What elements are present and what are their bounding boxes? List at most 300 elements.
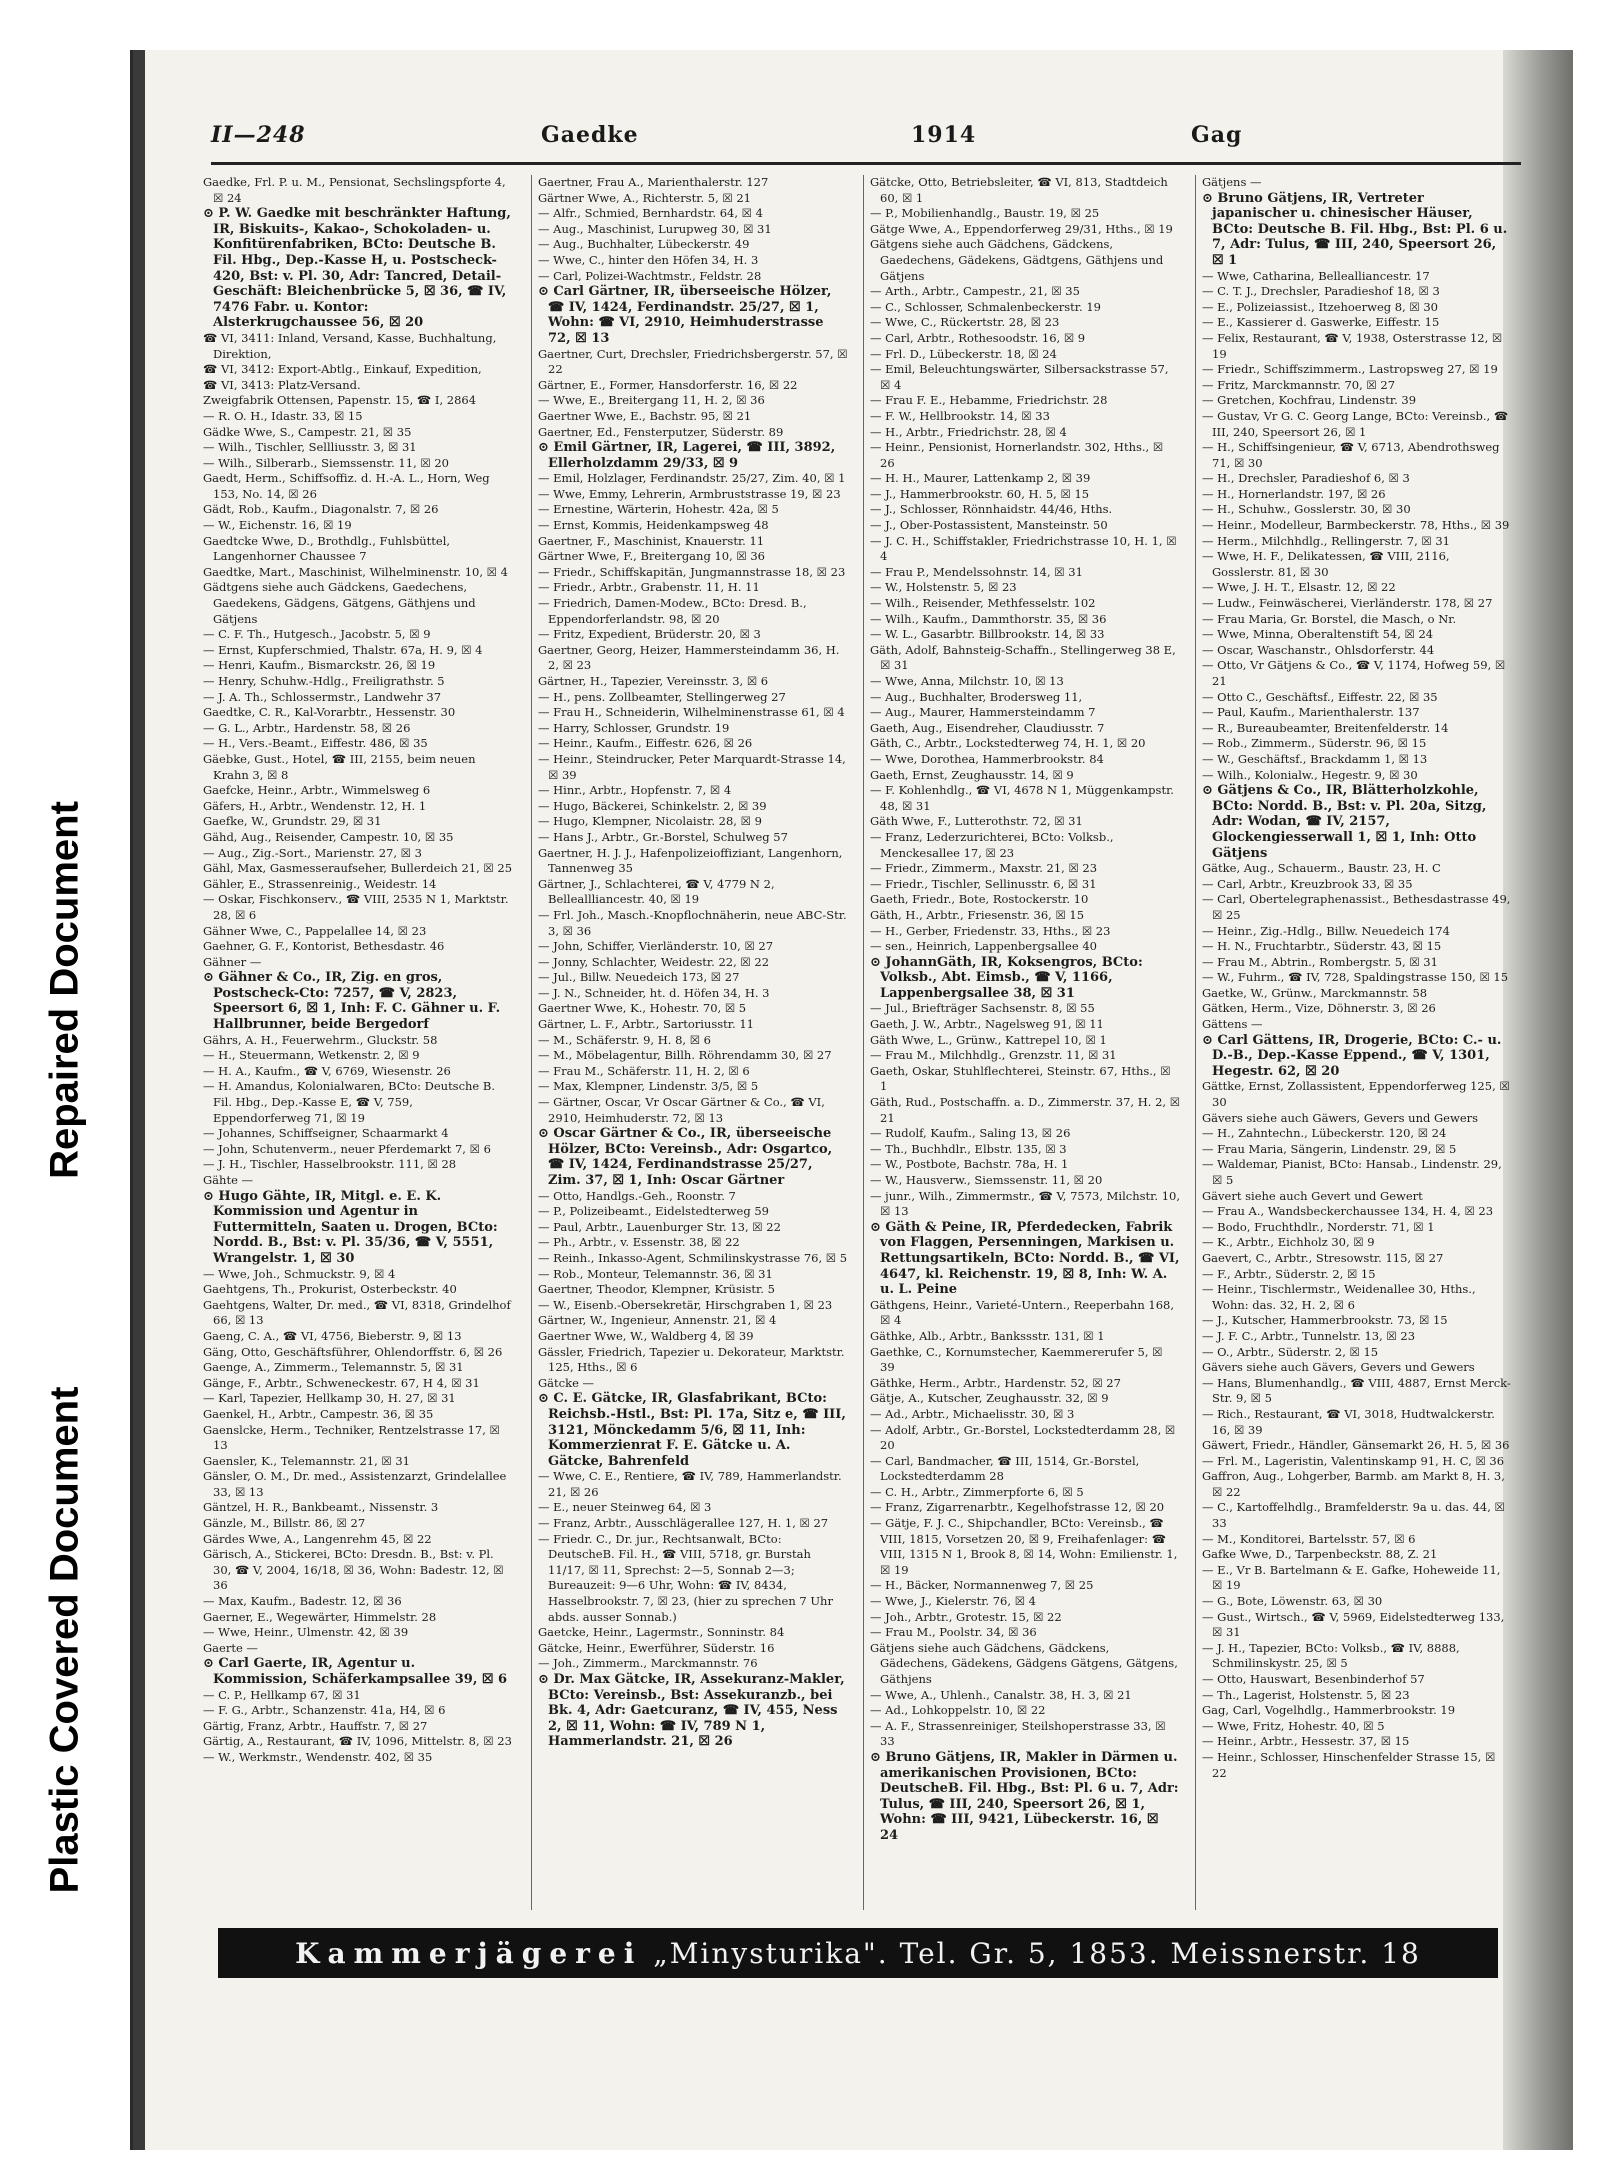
directory-entry: — W., Geschäftsf., Brackdamm 1, ☒ 13: [1202, 751, 1428, 766]
directory-entry: Gaethke, C., Kornumstecher, Kaemmererufer 5, ☒ 39: [870, 1344, 1163, 1375]
directory-entry: ☎ VI, 3413: Platz-Versand.: [203, 377, 361, 392]
directory-entry: — J., Kutscher, Hammerbrookstr. 73, ☒ 15: [1202, 1313, 1448, 1328]
directory-entry: Gätcke, Heinr., Ewerführer, Süderstr. 16: [538, 1640, 775, 1655]
directory-entry: Gaenge, A., Zimmerm., Telemannstr. 5, ☒ 31: [203, 1360, 464, 1375]
directory-entry: — Alfr., Schmied, Bernhardstr. 64, ☒ 4: [538, 206, 763, 221]
directory-entry: — F. Kohlenhdlg., ☎ VI, 4678 N 1, Müggenkampstr. 48, ☒ 31: [870, 783, 1174, 813]
directory-entry: — Johannes, Schiffseigner, Schaarmarkt 4: [203, 1126, 449, 1141]
plastic-covered-document-label: Plastic Covered Document: [42, 1386, 87, 1894]
directory-entry: — Frau M., Milchhdlg., Grenzstr. 11, ☒ 31: [870, 1048, 1117, 1063]
banner-title: Kammerjägerei: [295, 1936, 643, 1970]
directory-entry: — M., Schäferstr. 9, H. 8, ☒ 6: [538, 1032, 711, 1047]
directory-entry: Gaedtke, Mart., Maschinist, Wilhelminenstr. 10, ☒ 4: [203, 564, 508, 579]
directory-entry: — Frau Maria, Sängerin, Lindenstr. 29, ☒ 5: [1202, 1141, 1457, 1156]
directory-entry: — Wwe, C., hinter den Höfen 34, H. 3: [538, 252, 759, 267]
directory-entry: Gäth Wwe, L., Grünw., Kattrepel 10, ☒ 1: [870, 1032, 1107, 1047]
directory-entry: Gätcke, Otto, Betriebsleiter, ☎ VI, 813, Stadtdeich 60, ☒ 1: [870, 175, 1168, 205]
directory-entry: ⊙ Dr. Max Gätcke, IR, Assekuranz-Makler, BCto: Vereinsb., Bst: Assekuranzb., bei Bk. 4, Adr: Gaetcuranz, ☎ IV, 455, Ness 2, ☒ 11, Wohn: ☎ IV, 789 N 1, Hammerlandstr. 21, ☒ 26: [538, 1672, 845, 1750]
directory-entry: — Hinr., Arbtr., Hopfenstr. 7, ☒ 4: [538, 783, 732, 798]
page-number: II—248: [211, 122, 306, 148]
directory-entry: Gänzle, M., Billstr. 86, ☒ 27: [203, 1516, 366, 1531]
directory-entry: — Wilh., Tischler, Sellliusstr. 3, ☒ 31: [203, 440, 417, 455]
directory-entry: — Franz, Lederzurichterei, BCto: Volksb., Menckesallee 17, ☒ 23: [870, 829, 1114, 860]
directory-entry: Gaeth, Friedr., Bote, Rostockerstr. 10: [870, 892, 1089, 907]
directory-entry: Gäth, Rud., Postschaffn. a. D., Zimmerstr. 37, H. 2, ☒ 21: [870, 1095, 1180, 1125]
directory-columns: [203, 175, 1513, 1910]
directory-entry: Gaedtke, C. R., Kal-Vorarbtr., Hessenstr. 30: [203, 705, 456, 720]
directory-entry: — E., Vr B. Bartelmann & E. Gafke, Hoheweide 11, ☒ 19: [1202, 1562, 1501, 1593]
directory-entry: — Harry, Schlosser, Grundstr. 19: [538, 720, 730, 735]
header-rule: [211, 162, 1521, 165]
directory-entry: Gafke Wwe, D., Tarpenbeckstr. 88, Z. 21: [1202, 1547, 1438, 1562]
directory-entry: — Hans, Blumenhandlg., ☎ VIII, 4887, Ernst Merck-Str. 9, ☒ 5: [1202, 1375, 1511, 1406]
directory-entry: — Gustav, Vr G. C. Georg Lange, BCto: Vereinsb., ☎ III, 240, Speersort 26, ☒ 1: [1202, 408, 1509, 439]
directory-entry: Gähte —: [203, 1173, 254, 1187]
directory-entry: ☎ VI, 3412: Export-Abtlg., Einkauf, Expedition,: [203, 362, 482, 377]
directory-entry: — H., Schiffsingenieur, ☎ V, 6713, Abendrothsweg 71, ☒ 30: [1202, 440, 1500, 470]
directory-entry: — Wwe, J., Kielerstr. 76, ☒ 4: [870, 1594, 1036, 1609]
directory-entry: — E., neuer Steinweg 64, ☒ 3: [538, 1500, 712, 1515]
directory-entry: Gaertner Wwe, K., Hohestr. 70, ☒ 5: [538, 1001, 747, 1016]
directory-entry: — Frau Maria, Gr. Borstel, die Masch, o Nr.: [1202, 611, 1457, 626]
directory-entry: — Ernestine, Wärterin, Hohestr. 42a, ☒ 5: [538, 502, 779, 517]
directory-entry: — Franz, Zigarrenarbtr., Kegelhofstrasse 12, ☒ 20: [870, 1500, 1165, 1515]
directory-entry: — junr., Wilh., Zimmermstr., ☎ V, 7573, Milchstr. 10, ☒ 13: [870, 1188, 1180, 1219]
repaired-document-label: Repaired Document: [42, 801, 87, 1179]
directory-entry: — Frau H., Schneiderin, Wilhelminenstrasse 61, ☒ 4: [538, 705, 845, 720]
directory-entry: — Wwe, Fritz, Hohestr. 40, ☒ 5: [1202, 1718, 1385, 1733]
directory-entry: — Wwe, A., Uhlenh., Canalstr. 38, H. 3, ☒ 21: [870, 1687, 1132, 1702]
directory-entry: — Karl, Tapezier, Hellkamp 30, H. 27, ☒ 31: [203, 1391, 456, 1406]
directory-entry: — Heinr., Arbtr., Hessestr. 37, ☒ 15: [1202, 1734, 1410, 1749]
directory-entry: Gähner Wwe, C., Pappelallee 14, ☒ 23: [203, 923, 427, 938]
directory-entry: Gaertner Wwe, W., Waldberg 4, ☒ 39: [538, 1328, 754, 1343]
directory-entry: — J. F. C., Arbtr., Tunnelstr. 13, ☒ 23: [1202, 1328, 1416, 1343]
directory-entry: ⊙ Oscar Gärtner & Co., IR, überseeische Hölzer, BCto: Vereinsb., Adr: Osgartco, ☎ IV, 1424, Ferdinandstrasse 25/27, Zim. 37, ☒ 1, Inh: Oscar Gärtner: [538, 1126, 833, 1188]
directory-entry: — Wwe, Minna, Oberaltenstift 54, ☒ 24: [1202, 627, 1434, 642]
directory-entry: — Carl, Arbtr., Kreuzbrook 33, ☒ 35: [1202, 876, 1413, 891]
directory-entry: Gaerte —: [203, 1640, 258, 1655]
directory-entry: — Frl. Joh., Masch.-Knopflochnäherin, neue ABC-Str. 3, ☒ 36: [538, 907, 847, 938]
directory-entry: — E., Kassierer d. Gaswerke, Eiffestr. 15: [1202, 315, 1440, 330]
directory-entry: — Max, Kaufm., Badestr. 12, ☒ 36: [203, 1594, 402, 1609]
directory-entry: Gäebke, Gust., Hotel, ☎ III, 2155, beim neuen Krahn 3, ☒ 8: [203, 751, 476, 782]
directory-entry: — Joh., Zimmerm., Marckmannstr. 76: [538, 1656, 758, 1671]
directory-entry: — Jonny, Schlachter, Weidestr. 22, ☒ 22: [538, 954, 770, 969]
directory-entry: Gädt, Rob., Kaufm., Diagonalstr. 7, ☒ 26: [203, 502, 439, 517]
directory-entry: — Frau M., Poolstr. 34, ☒ 36: [870, 1625, 1037, 1640]
directory-entry: Gaeth, Oskar, Stuhlflechterei, Steinstr. 67, Hths., ☒ 1: [870, 1063, 1171, 1094]
directory-entry: Gaefke, W., Grundstr. 29, ☒ 31: [203, 814, 382, 829]
directory-entry: Gähl, Max, Gasmesseraufseher, Bullerdeich 21, ☒ 25: [203, 861, 513, 876]
directory-entry: — H., Arbtr., Friedrichstr. 28, ☒ 4: [870, 424, 1067, 439]
directory-entry: — Gretchen, Kochfrau, Lindenstr. 39: [1202, 393, 1417, 408]
directory-entry: Gätcke —: [538, 1375, 595, 1390]
directory-entry: Gährs, A. H., Feuerwehrm., Gluckstr. 58: [203, 1032, 438, 1047]
directory-entry: — Frl. M., Lageristin, Valentinskamp 91, H. C, ☒ 36: [1202, 1453, 1505, 1468]
directory-entry: — W., Eisenb.-Obersekretär, Hirschgraben 1, ☒ 23: [538, 1297, 833, 1312]
directory-entry: Gätje, A., Kutscher, Zeughausstr. 32, ☒ 9: [870, 1391, 1109, 1406]
directory-entry: — C., Kartoffelhdlg., Bramfelderstr. 9a u. das. 44, ☒ 33: [1202, 1500, 1505, 1531]
directory-entry: Gäthke, Alb., Arbtr., Bankssstr. 131, ☒ 1: [870, 1328, 1105, 1343]
directory-entry: Gätjens —: [1202, 175, 1262, 189]
directory-entry: — G. L., Arbtr., Hardenstr. 58, ☒ 26: [203, 720, 411, 735]
directory-entry: ⊙ Bruno Gätjens, IR, Vertreter japanischer u. chinesischer Häuser, BCto: Deutsche B. Fil. Hbg., Bst: Pl. 6 u. 7, Adr: Tulus, ☎ III, 240, Speersort 26, ☒ 1: [1202, 190, 1508, 268]
directory-entry: — P., Polizeibeamt., Eidelstedterweg 59: [538, 1204, 769, 1219]
directory-entry: — Wilh., Kolonialw., Hegestr. 9, ☒ 30: [1202, 767, 1418, 782]
directory-entry: — Otto, Hauswart, Besenbinderhof 57: [1202, 1672, 1425, 1686]
directory-entry: Gähner —: [203, 954, 262, 969]
directory-entry: — Heinr., Zig.-Hdlg., Billw. Neuedeich 174: [1202, 923, 1450, 938]
directory-entry: — Rich., Restaurant, ☎ VI, 3018, Hudtwalckerstr. 16, ☒ 39: [1202, 1406, 1495, 1437]
directory-entry: — Emil, Beleuchtungswärter, Silbersackstrasse 57, ☒ 4: [870, 362, 1169, 392]
directory-entry: — H., Vers.-Beamt., Eiffestr. 486, ☒ 35: [203, 736, 428, 751]
directory-entry: — Wwe, Catharina, Bellealliancestr. 17: [1202, 268, 1430, 283]
directory-entry: — J., Hammerbrookstr. 60, H. 5, ☒ 15: [870, 486, 1090, 501]
directory-entry: Gaedtcke Wwe, D., Brothdlg., Fuhlsbüttel, Langenhorner Chaussee 7: [203, 533, 451, 564]
directory-entry: — Wwe, C. E., Rentiere, ☎ IV, 789, Hammerlandstr. 21, ☒ 26: [538, 1469, 842, 1499]
directory-entry: — Carl, Arbtr., Rothesoodstr. 16, ☒ 9: [870, 330, 1086, 345]
directory-entry: Gäthgens, Heinr., Varieté-Untern., Reeperbahn 168, ☒ 4: [870, 1297, 1174, 1328]
directory-entry: Gaedke, Frl. P. u. M., Pensionat, Sechslingspforte 4, ☒ 24: [203, 175, 506, 205]
directory-entry: — W., Hausverw., Siemssenstr. 11, ☒ 20: [870, 1173, 1103, 1187]
directory-entry: Gäng, Otto, Geschäftsführer, Ohlendorffstr. 6, ☒ 26: [203, 1344, 503, 1359]
directory-entry: — Reinh., Inkasso-Agent, Schmilinskystrasse 76, ☒ 5: [538, 1250, 848, 1265]
directory-entry: — Wwe, Heinr., Ulmenstr. 42, ☒ 39: [203, 1625, 409, 1640]
directory-entry: — Aug., Buchhalter, Brodersweg 11,: [870, 689, 1083, 704]
directory-entry: — J. H., Tapezier, BCto: Volksb., ☎ IV, 8888, Schmilinskystr. 25, ☒ 5: [1202, 1640, 1460, 1671]
directory-entry: Gaevert, C., Arbtr., Stresowstr. 115, ☒ 27: [1202, 1250, 1444, 1265]
directory-entry: Gäth, Adolf, Bahnsteig-Schaffn., Stellingerweg 38 E, ☒ 31: [870, 642, 1176, 673]
directory-entry: Gänsler, O. M., Dr. med., Assistenzarzt, Grindelallee 33, ☒ 13: [203, 1469, 507, 1499]
directory-entry: Gärtner Wwe, A., Richterstr. 5, ☒ 21: [538, 190, 751, 205]
directory-entry: Gätge Wwe, A., Eppendorferweg 29/31, Hths., ☒ 19: [870, 221, 1173, 236]
directory-entry: ⊙ Hugo Gähte, IR, Mitgl. e. E. K. Kommission und Agentur in Futtermitteln, Saaten u. Drogen, BCto: Nordd. B., Bst: v. Pl. 35/36, ☎ V, 5551, Wrangelstr. 1, ☒ 30: [203, 1188, 498, 1266]
directory-entry: Zweigfabrik Ottensen, Papenstr. 15, ☎ I, 2864: [203, 393, 477, 408]
directory-entry: — Wilh., Silberarb., Siemssenstr. 11, ☒ 20: [203, 455, 449, 470]
directory-entry: — Jul., Briefträger Sachsenstr. 8, ☒ 55: [870, 1001, 1095, 1016]
directory-entry: — H. A., Kaufm., ☎ V, 6769, Wiesenstr. 26: [203, 1063, 451, 1078]
directory-entry: — Aug., Buchhalter, Lübeckerstr. 49: [538, 237, 750, 252]
directory-entry: — Frau P., Mendelssohnstr. 14, ☒ 31: [870, 564, 1083, 579]
page-header: [211, 122, 1511, 166]
directory-entry: — Friedrich, Damen-Modew., BCto: Dresd. B., Eppendorferlandstr. 98, ☒ 20: [538, 596, 807, 626]
directory-entry: Gätjens siehe auch Gädchens, Gädckens, Gädechens, Gädekens, Gädgens Gätgens, Gätgens, Gäthjens: [870, 1640, 1178, 1686]
directory-entry: — Wwe, C., Rückertstr. 28, ☒ 23: [870, 315, 1060, 330]
directory-entry: Gättke, Ernst, Zollassistent, Eppendorferweg 125, ☒ 30: [1202, 1079, 1510, 1110]
directory-entry: — J., Ober-Postassistent, Mansteinstr. 50: [870, 518, 1108, 533]
directory-entry: Gässler, Friedrich, Tapezier u. Dekorateur, Marktstr. 125, Hths., ☒ 6: [538, 1344, 845, 1375]
directory-entry: — W., Holstenstr. 5, ☒ 23: [870, 580, 1017, 595]
directory-entry: Gaertner, Theodor, Klempner, Krüsistr. 5: [538, 1282, 775, 1297]
directory-entry: Gädke Wwe, S., Campestr. 21, ☒ 35: [203, 424, 412, 439]
directory-entry: — J. N., Schneider, ht. d. Höfen 34, H. 3: [538, 985, 770, 1000]
directory-entry: Gättens —: [1202, 1017, 1263, 1032]
directory-entry: — Bodo, Fruchthdlr., Norderstr. 71, ☒ 1: [1202, 1219, 1435, 1234]
directory-entry: Gärtig, Franz, Arbtr., Hauffstr. 7, ☒ 27: [203, 1718, 428, 1733]
directory-entry: — Aug., Zig.-Sort., Marienstr. 27, ☒ 3: [203, 845, 422, 860]
directory-entry: Gärdes Wwe, A., Langenrehm 45, ☒ 22: [203, 1531, 432, 1546]
column-4: [1195, 175, 1512, 1910]
directory-entry: — Paul, Kaufm., Marienthalerstr. 137: [1202, 705, 1420, 720]
column-1: [203, 175, 513, 1910]
directory-entry: Gaertner, Ed., Fensterputzer, Süderstr. 89: [538, 424, 784, 439]
side-label-strip: [0, 0, 130, 2177]
directory-entry: — Ernst, Kommis, Heidenkampsweg 48: [538, 518, 769, 533]
directory-entry: — Ph., Arbtr., v. Essenstr. 38, ☒ 22: [538, 1235, 740, 1250]
directory-entry: — Otto, Handlgs.-Geh., Roonstr. 7: [538, 1188, 736, 1203]
directory-entry: Gärtner, W., Ingenieur, Annenstr. 21, ☒ 4: [538, 1313, 777, 1328]
directory-entry: Gänge, F., Arbtr., Schweneckestr. 67, H 4, ☒ 31: [203, 1375, 480, 1390]
directory-entry: — Ad., Arbtr., Michaelisstr. 30, ☒ 3: [870, 1406, 1075, 1421]
directory-entry: — Otto, Vr Gätjens & Co., ☎ V, 1174, Hofweg 59, ☒ 21: [1202, 658, 1506, 688]
directory-entry: — Wwe, J. H. T., Elsastr. 12, ☒ 22: [1202, 580, 1396, 595]
directory-entry: — Rob., Zimmerm., Süderstr. 96, ☒ 15: [1202, 736, 1427, 751]
directory-page: [130, 50, 1573, 2150]
directory-entry: — H., Hornerlandstr. 197, ☒ 26: [1202, 486, 1386, 501]
directory-entry: — Wwe, Dorothea, Hammerbrookstr. 84: [870, 751, 1104, 766]
directory-entry: — C. F. Th., Hutgesch., Jacobstr. 5, ☒ 9: [203, 627, 431, 642]
directory-entry: — J., Schlosser, Rönnhaidstr. 44/46, Hths.: [870, 502, 1113, 517]
directory-entry: — H., Zahntechn., Lübeckerstr. 120, ☒ 24: [1202, 1126, 1447, 1141]
header-first-name: Gaedke: [541, 122, 639, 148]
directory-entry: ⊙ Carl Gaerte, IR, Agentur u. Kommission, Schäferkampsallee 39, ☒ 6: [203, 1656, 508, 1687]
directory-entry: Gätken, Herm., Vize, Döhnerstr. 3, ☒ 26: [1202, 1001, 1436, 1016]
directory-entry: — Jul., Billw. Neuedeich 173, ☒ 27: [538, 970, 740, 985]
directory-entry: — Wwe, E., Breitergang 11, H. 2, ☒ 36: [538, 393, 765, 408]
directory-entry: — Wwe, Emmy, Lehrerin, Armbruststrasse 19, ☒ 23: [538, 486, 841, 501]
directory-entry: — John, Schiffer, Vierländerstr. 10, ☒ 27: [538, 939, 774, 954]
directory-entry: ⊙ Gätjens & Co., IR, Blätterholzkohle, BCto: Nordd. B., Bst: v. Pl. 20a, Sitzg, Adr: Wodan, ☎ IV, 2157, Glockengiesserwall 1, ☒ 1, Inh: Otto Gätjens: [1202, 783, 1487, 861]
directory-entry: ⊙ P. W. Gaedke mit beschränkter Haftung, IR, Biskuits-, Kakao-, Schokoladen- u. Konfitürenfabriken, BCto: Deutsche B. Fil. Hbg., Dep.-Kasse H, u. Postscheck-420, Bst: v. Pl. 30, Adr: Tancred, Detail-Geschäft: Bleichenbrücke 5, ☒ 36, ☎ IV, 7476 Fabr. u. Kontor: Alsterkrugchaussee 56, ☒ 20: [203, 206, 511, 331]
header-last-name: Gag: [1191, 122, 1243, 148]
directory-entry: — Rudolf, Kaufm., Saling 13, ☒ 26: [870, 1126, 1071, 1141]
directory-entry: Gäth, C., Arbtr., Lockstedterweg 74, H. 1, ☒ 20: [870, 736, 1146, 751]
directory-entry: — Gärtner, Oscar, Vr Oscar Gärtner & Co., ☎ VI, 2910, Heimhuderstr. 72, ☒ 13: [538, 1095, 825, 1125]
directory-entry: — Fritz, Expedient, Brüderstr. 20, ☒ 3: [538, 627, 761, 642]
directory-entry: — R., Bureaubeamter, Breitenfelderstr. 14: [1202, 720, 1449, 735]
directory-entry: — Max, Klempner, Lindenstr. 3/5, ☒ 5: [538, 1079, 759, 1094]
directory-entry: — H., Schuhw., Gosslerstr. 30, ☒ 30: [1202, 502, 1411, 517]
directory-entry: — Friedr. C., Dr. jur., Rechtsanwalt, BCto: DeutscheB. Fil. H., ☎ VIII, 5718, gr. Burstah 11/17, ☒ 11, Sprechst: 2—5, Sonnab 2—3; Bureauzeit: 9—6 Uhr, Wohn: ☎ IV, 8434, Hasselbrookstr. 7, ☒ 23, (hier zu sprechen 7 Uhr abds. ausser Sonnab.): [538, 1531, 833, 1624]
directory-entry: Gaertner, F., Maschinist, Knauerstr. 11: [538, 533, 765, 548]
directory-entry: Gäth Wwe, F., Lutterothstr. 72, ☒ 31: [870, 814, 1083, 829]
directory-entry: — Oskar, Fischkonserv., ☎ VIII, 2535 N 1, Marktstr. 28, ☒ 6: [203, 892, 509, 922]
directory-entry: Gaeng, C. A., ☎ VI, 4756, Bieberstr. 9, ☒ 13: [203, 1328, 462, 1343]
directory-entry: ⊙ Emil Gärtner, IR, Lagerei, ☎ III, 3892, Ellerholzdamm 29/33, ☒ 9: [538, 440, 836, 471]
directory-entry: — Heinr., Modelleur, Barmbeckerstr. 78, Hths., ☒ 39: [1202, 518, 1510, 533]
directory-entry: — H., Drechsler, Paradieshof 6, ☒ 3: [1202, 471, 1410, 486]
directory-entry: Gaeth, Aug., Eisendreher, Claudiusstr. 7: [870, 720, 1105, 735]
directory-entry: — Rob., Monteur, Telemannstr. 36, ☒ 31: [538, 1266, 773, 1281]
directory-entry: Gärtner, L. F., Arbtr., Sartoriusstr. 11: [538, 1017, 754, 1032]
directory-entry: — Friedr., Schiffskapitän, Jungmannstrasse 18, ☒ 23: [538, 564, 846, 579]
directory-entry: ⊙ Carl Gättens, IR, Drogerie, BCto: C.- u. D.-B., Dep.-Kasse Eppend., ☎ V, 1301, Hegestr. 62, ☒ 20: [1202, 1032, 1502, 1079]
directory-entry: Gaertner, Frau A., Marienthalerstr. 127: [538, 175, 769, 189]
directory-entry: — J. C. H., Schiffstakler, Friedrichstrasse 10, H. 1, ☒ 4: [870, 533, 1177, 564]
directory-entry: — Aug., Maschinist, Lurupweg 30, ☒ 31: [538, 221, 772, 236]
directory-entry: — Hugo, Klempner, Nicolaistr. 28, ☒ 9: [538, 814, 762, 829]
directory-entry: — Aug., Maurer, Hammersteindamm 7: [870, 705, 1096, 720]
directory-entry: — H. Amandus, Kolonialwaren, BCto: Deutsche B. Fil. Hbg., Dep.-Kasse E, ☎ V, 759, Eppendorferweg 71, ☒ 19: [203, 1079, 496, 1125]
directory-entry: Gädtgens siehe auch Gädckens, Gaedechens, Gaedekens, Gädgens, Gätgens, Gäthjens und Gätjens: [203, 580, 476, 626]
directory-entry: — Otto C., Geschäftsf., Eiffestr. 22, ☒ 35: [1202, 689, 1438, 704]
directory-entry: ⊙ JohannGäth, IR, Koksengros, BCto: Volksb., Abt. Eimsb., ☎ V, 1166, Lappenbergsallee 38, ☒ 31: [870, 954, 1143, 1001]
directory-entry: — Frau M., Schäferstr. 11, H. 2, ☒ 6: [538, 1063, 750, 1078]
directory-entry: Gävert siehe auch Gevert und Gewert: [1202, 1188, 1423, 1203]
directory-entry: Gärtner, J., Schlachterei, ☎ V, 4779 N 2, Belleallliancestr. 40, ☒ 19: [538, 876, 775, 907]
directory-entry: Gärtner, E., Former, Hansdorferstr. 16, ☒ 22: [538, 377, 798, 392]
directory-entry: — Wilh., Reisender, Methfesselstr. 102: [870, 596, 1096, 611]
directory-entry: — C. P., Hellkamp 67, ☒ 31: [203, 1687, 361, 1702]
directory-entry: — Frau F. E., Hebamme, Friedrichstr. 28: [870, 393, 1108, 408]
directory-entry: — F., Arbtr., Süderstr. 2, ☒ 15: [1202, 1266, 1376, 1281]
directory-entry: Gaedt, Herm., Schiffsoffiz. d. H.-A. L., Horn, Weg 153, No. 14, ☒ 26: [203, 471, 490, 501]
directory-entry: — Fritz, Marckmannstr. 70, ☒ 27: [1202, 377, 1396, 392]
directory-entry: — E., Polizeiassist., Itzehoerweg 8, ☒ 30: [1202, 299, 1438, 314]
directory-entry: — Friedr., Tischler, Sellinusstr. 6, ☒ 31: [870, 876, 1097, 891]
directory-entry: Gäth, H., Arbtr., Friesenstr. 36, ☒ 15: [870, 907, 1085, 922]
directory-entry: Gärisch, A., Stickerei, BCto: Dresdn. B., Bst: v. Pl. 30, ☎ V, 2004, 16/18, ☒ 36, Wohn: Badestr. 12, ☒ 36: [203, 1547, 504, 1593]
banner-details: „Minysturika". Tel. Gr. 5, 1853. Meissnerstr. 18: [653, 1936, 1421, 1970]
directory-entry: Gäntzel, H. R., Bankbeamt., Nissenstr. 3: [203, 1500, 439, 1515]
directory-entry: — Th., Lagerist, Holstenstr. 5, ☒ 23: [1202, 1687, 1410, 1702]
directory-entry: — W., Fuhrm., ☎ IV, 728, Spaldingstrasse 150, ☒ 15: [1202, 970, 1509, 985]
directory-entry: — H. N., Fruchtarbtr., Süderstr. 43, ☒ 15: [1202, 939, 1442, 954]
directory-entry: Gaertner, Curt, Drechsler, Friedrichsbergerstr. 57, ☒ 22: [538, 346, 848, 377]
directory-entry: — Wilh., Kaufm., Dammthorstr. 35, ☒ 36: [870, 611, 1107, 626]
directory-entry: — C. H., Arbtr., Zimmerpforte 6, ☒ 5: [870, 1484, 1084, 1499]
directory-entry: — John, Schutenverm., neuer Pferdemarkt 7, ☒ 6: [203, 1141, 491, 1156]
column-2: [531, 175, 848, 1910]
directory-entry: Gävers siehe auch Gäwers, Gevers und Gewers: [1202, 1110, 1479, 1125]
directory-entry: Gaefcke, Heinr., Arbtr., Wimmelsweg 6: [203, 783, 431, 798]
directory-entry: — Ernst, Kupferschmied, Thalstr. 67a, H. 9, ☒ 4: [203, 642, 483, 657]
directory-entry: ⊙ C. E. Gätcke, IR, Glasfabrikant, BCto: Reichsb.-Hstl., Bst: Pl. 17a, Sitz e, ☎ III, 3121, Mönckedamm 5/6, ☒ 11, Inh: Kommerzienrat F. E. Gätcke u. A. Gätcke, Bahrenfeld: [538, 1391, 846, 1469]
directory-entry: — Hugo, Bäckerei, Schinkelstr. 2, ☒ 39: [538, 798, 767, 813]
directory-entry: — C., Schlosser, Schmalenbeckerstr. 19: [870, 299, 1101, 314]
directory-entry: Gaetke, W., Grünw., Marckmannstr. 58: [1202, 985, 1428, 1000]
directory-entry: — Frau A., Wandsbeckerchaussee 134, H. 4, ☒ 23: [1202, 1204, 1494, 1219]
directory-entry: Gaehner, G. F., Kontorist, Bethesdastr. 46: [203, 939, 445, 954]
directory-entry: Gag, Carl, Vogelhdlg., Hammerbrookstr. 19: [1202, 1703, 1456, 1718]
directory-entry: Gaetcke, Heinr., Lagermstr., Sonninstr. 84: [538, 1625, 785, 1640]
directory-entry: — H., Bäcker, Normannenweg 7, ☒ 25: [870, 1578, 1094, 1593]
directory-entry: — Ad., Lohkoppelstr. 10, ☒ 22: [870, 1703, 1046, 1718]
directory-entry: Gäfers, H., Arbtr., Wendenstr. 12, H. 1: [203, 798, 427, 813]
directory-entry: Gaerner, E., Wegewärter, Himmelstr. 28: [203, 1609, 437, 1624]
directory-entry: Gätgens siehe auch Gädchens, Gädckens, Gaedechens, Gädekens, Gädtgens, Gäthjens und Gätjens: [870, 237, 1164, 283]
directory-entry: — Carl, Polizei-Wachtmstr., Feldstr. 28: [538, 268, 762, 283]
directory-entry: — Th., Buchhdlr., Elbstr. 135, ☒ 3: [870, 1141, 1067, 1156]
directory-entry: — Emil, Holzlager, Ferdinandstr. 25/27, Zim. 40, ☒ 1: [538, 471, 846, 486]
directory-entry: — Friedr., Arbtr., Grabenstr. 11, H. 11: [538, 580, 760, 595]
directory-entry: — Frl. D., Lübeckerstr. 18, ☒ 24: [870, 346, 1057, 361]
directory-entry: — W. L., Gasarbtr. Billbrookstr. 14, ☒ 33: [870, 627, 1105, 642]
directory-entry: — H., Gerber, Friedenstr. 33, Hths., ☒ 23: [870, 923, 1111, 938]
directory-entry: — Wwe, H. F., Delikatessen, ☎ VIII, 2116, Gosslerstr. 81, ☒ 30: [1202, 549, 1450, 579]
directory-entry: — O., Arbtr., Süderstr. 2, ☒ 15: [1202, 1344, 1379, 1359]
directory-entry: — Felix, Restaurant, ☎ V, 1938, Osterstrasse 12, ☒ 19: [1202, 330, 1503, 361]
directory-entry: — W., Werkmstr., Wendenstr. 402, ☒ 35: [203, 1749, 433, 1764]
directory-entry: — H. H., Maurer, Lattenkamp 2, ☒ 39: [870, 471, 1091, 486]
directory-entry: — J. A. Th., Schlossermstr., Landwehr 37: [203, 689, 442, 704]
directory-entry: — F. W., Hellbrookstr. 14, ☒ 33: [870, 408, 1050, 423]
directory-entry: — Friedr., Schiffszimmerm., Lastropsweg 27, ☒ 19: [1202, 362, 1498, 377]
banner-text: [295, 1937, 1421, 1970]
directory-entry: Gävers siehe auch Gävers, Gevers und Gewers: [1202, 1360, 1475, 1375]
directory-entry: Gätke, Aug., Schauerm., Baustr. 23, H. C: [1202, 861, 1441, 876]
header-year: 1914: [911, 122, 977, 148]
directory-entry: — W., Postbote, Bachstr. 78a, H. 1: [870, 1157, 1069, 1172]
directory-entry: — Joh., Arbtr., Grotestr. 15, ☒ 22: [870, 1609, 1062, 1624]
directory-entry: Gärtner, H., Tapezier, Vereinsstr. 3, ☒ 6: [538, 674, 769, 688]
directory-entry: — J. H., Tischler, Hasselbrookstr. 111, ☒ 28: [203, 1157, 457, 1172]
directory-entry: — Carl, Obertelegraphenassist., Bethesdastrasse 49, ☒ 25: [1202, 892, 1511, 922]
directory-entry: — W., Eichenstr. 16, ☒ 19: [203, 518, 352, 533]
directory-entry: — Gust., Wirtsch., ☎ V, 5969, Eidelstedterweg 133, ☒ 31: [1202, 1609, 1505, 1640]
directory-entry: — R. O. H., Idastr. 33, ☒ 15: [203, 408, 363, 423]
directory-entry: — C. T. J., Drechsler, Paradieshof 18, ☒ 3: [1202, 284, 1440, 299]
directory-entry: Gäthke, Herm., Arbtr., Hardenstr. 52, ☒ 27: [870, 1375, 1121, 1390]
directory-entry: Gärtig, A., Restaurant, ☎ IV, 1096, Mittelstr. 8, ☒ 23: [203, 1734, 512, 1749]
directory-entry: — A. F., Strassenreiniger, Steilshoperstrasse 33, ☒ 33: [870, 1718, 1166, 1749]
directory-entry: Gaertner, H. J. J., Hafenpolizeioffiziant, Langenhorn, Tannenweg 35: [538, 845, 843, 876]
advertisement-banner: [218, 1928, 1498, 1978]
directory-entry: — H., Steuermann, Wetkenstr. 2, ☒ 9: [203, 1048, 420, 1063]
directory-entry: Gaensler, K., Telemannstr. 21, ☒ 31: [203, 1453, 410, 1468]
directory-entry: Gäwert, Friedr., Händler, Gänsemarkt 26, H. 5, ☒ 36: [1202, 1438, 1510, 1453]
directory-entry: — sen., Heinrich, Lappenbergsallee 40: [870, 939, 1097, 954]
directory-entry: — Frau M., Abtrin., Rombergstr. 5, ☒ 31: [1202, 954, 1438, 969]
directory-entry: — Henri, Kaufm., Bismarckstr. 26, ☒ 19: [203, 658, 436, 673]
directory-entry: ⊙ Bruno Gätjens, IR, Makler in Därmen u. amerikanischen Provisionen, BCto: DeutscheB. Fil. Hbg., Bst: Pl. 6 u. 7, Adr: Tulus, ☎ III, 240, Speersort 26, ☒ 1, Wohn: ☎ III, 9421, Lübeckerstr. 16, ☒ 24: [870, 1749, 1179, 1843]
column-3: [863, 175, 1180, 1910]
directory-entry: — H., pens. Zollbeamter, Stellingerweg 27: [538, 689, 786, 704]
directory-entry: Gaenkel, H., Arbtr., Campestr. 36, ☒ 35: [203, 1406, 434, 1421]
directory-entry: — Waldemar, Pianist, BCto: Hansab., Lindenstr. 29, ☒ 5: [1202, 1157, 1502, 1187]
directory-entry: — Heinr., Schlosser, Hinschenfelder Strasse 15, ☒ 22: [1202, 1749, 1496, 1780]
directory-entry: — Arth., Arbtr., Campestr., 21, ☒ 35: [870, 284, 1080, 299]
directory-entry: — Adolf, Arbtr., Gr.-Borstel, Lockstedterdamm 28, ☒ 20: [870, 1422, 1176, 1453]
directory-entry: ⊙ Carl Gärtner, IR, überseeische Hölzer, ☎ IV, 1424, Ferdinandstr. 25/27, ☒ 1, Wohn: ☎ VI, 2910, Heimhuderstrasse 72, ☒ 13: [538, 284, 832, 346]
directory-entry: Gärtner Wwe, F., Breitergang 10, ☒ 36: [538, 549, 766, 564]
directory-entry: — P., Mobilienhandlg., Baustr. 19, ☒ 25: [870, 206, 1100, 221]
directory-entry: — Oscar, Waschanstr., Ohlsdorferstr. 44: [1202, 642, 1435, 657]
directory-entry: — Friedr., Zimmerm., Maxstr. 21, ☒ 23: [870, 861, 1098, 876]
directory-entry: — Hans J., Arbtr., Gr.-Borstel, Schulweg 57: [538, 829, 788, 844]
directory-entry: — Henry, Schuhw.-Hdlg., Freiligrathstr. 5: [203, 674, 445, 688]
directory-entry: — Franz, Arbtr., Ausschlägerallee 127, H. 1, ☒ 27: [538, 1516, 829, 1531]
directory-entry: — Heinr., Kaufm., Eiffestr. 626, ☒ 26: [538, 736, 753, 751]
directory-entry: ☎ VI, 3411: Inland, Versand, Kasse, Buchhaltung, Direktion,: [203, 330, 497, 361]
directory-entry: — Gätje, F. J. C., Shipchandler, BCto: Vereinsb., ☎ VIII, 1815, Vorsetzen 20, ☒ 9, Freihafenlager: ☎ VIII, 1315 N 1, Brook 8, ☒ 14, Wohn: Emilienstr. 1, ☒ 19: [870, 1516, 1178, 1577]
directory-entry: — Heinr., Pensionist, Hornerlandstr. 302, Hths., ☒ 26: [870, 440, 1164, 470]
directory-entry: Gaffron, Aug., Lohgerber, Barmb. am Markt 8, H. 3, ☒ 22: [1202, 1469, 1505, 1499]
directory-entry: Gaeth, Ernst, Zeughausstr. 14, ☒ 9: [870, 767, 1074, 782]
directory-entry: — Carl, Bandmacher, ☎ III, 1514, Gr.-Borstel, Lockstedterdamm 28: [870, 1453, 1140, 1484]
directory-entry: — Wwe, Anna, Milchstr. 10, ☒ 13: [870, 674, 1064, 688]
directory-entry: Gähd, Aug., Reisender, Campestr. 10, ☒ 35: [203, 829, 454, 844]
directory-entry: Gaeth, J. W., Arbtr., Nagelsweg 91, ☒ 11: [870, 1017, 1104, 1032]
directory-entry: — Heinr., Steindrucker, Peter Marquardt-Strasse 14, ☒ 39: [538, 751, 846, 782]
directory-entry: — Ludw., Feinwäscherei, Vierländerstr. 178, ☒ 27: [1202, 596, 1493, 611]
directory-entry: — Paul, Arbtr., Lauenburger Str. 13, ☒ 22: [538, 1219, 781, 1234]
directory-entry: ⊙ Gäth & Peine, IR, Pferdedecken, Fabrik von Flaggen, Persenningen, Markisen u. Rettungsartikeln, BCto: Nordd. B., ☎ VI, 4647, kl. Reichenstr. 19, ☒ 8, Inh: W. A. u. L. Peine: [870, 1219, 1180, 1298]
directory-entry: — M., Konditorei, Bartelsstr. 57, ☒ 6: [1202, 1531, 1416, 1546]
directory-entry: Gaenslcke, Herm., Techniker, Rentzelstrasse 17, ☒ 13: [203, 1422, 500, 1453]
directory-entry: — Herm., Milchhdlg., Rellingerstr. 7, ☒ 31: [1202, 533, 1450, 548]
